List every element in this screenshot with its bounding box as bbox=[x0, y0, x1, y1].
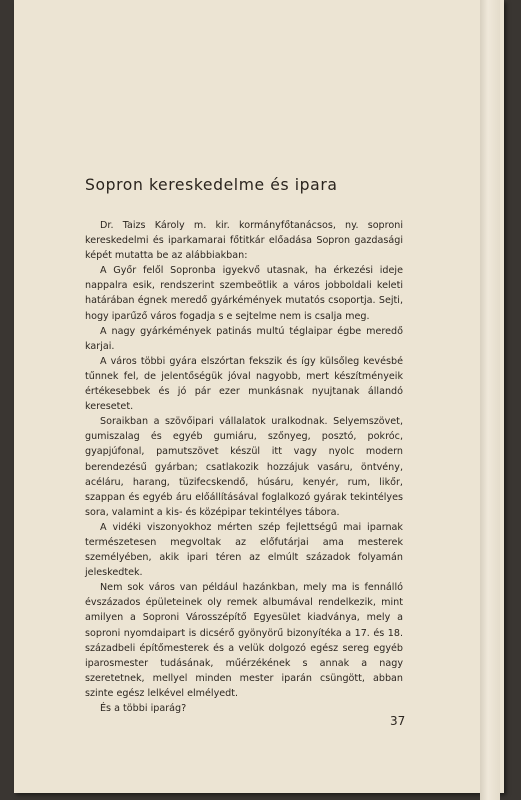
page-title: Sopron kereskedelme és ipara bbox=[85, 176, 338, 194]
paragraph: A nagy gyárkémények patinás multú téglaipar égbe meredő karjai. bbox=[85, 325, 403, 352]
paragraph: Dr. Taizs Károly m. kir. kormányfőtanácsos, ny. soproni kereskedelmi és iparkamarai főtitkár előadása Sopron gazdasági képét mutatta be az alábbiakban: bbox=[85, 220, 403, 262]
paragraph: És a többi iparág? bbox=[100, 703, 187, 714]
paragraph: Soraikban a szövőipari vállalatok uralkodnak. Selyemszövet, gumiszalag és egyéb gumiáru, szőnyeg, posztó, pokróc, gyapjúfonal, pamutszövet készül itt vagy nyolc modern berendezésű gyárban; csatlakozik hozzájuk vasáru, öntvény, acéláru, harang, tüzifecskendő, húsáru, kenyér, rum, likőr, szappan és egyéb áru előállításával foglalkozó gyárak tekintélyes sora, valamint a kis- és középipar tekintélyes tábora. bbox=[85, 416, 403, 518]
body-text bbox=[85, 218, 403, 716]
paragraph: A város többi gyára elszórtan fekszik és így külsőleg kevésbé tűnnek fel, de jelentőségük jóval nagyobb, mert készítményeik értékesebbek és jó pár ezer munkásnak nyujtanak állandó keresetet. bbox=[85, 355, 403, 413]
page-edge-stack bbox=[480, 0, 500, 800]
paragraph: Nem sok város van például hazánkban, mely ma is fennálló évszázados épületeinek oly remek albumával rendelkezik, mint amilyen a Soproni Városszépítő Egyesület kiadványa, mely a soproni nyomdaipart is dicsérő gyönyörű bizonyítéka a 17. és 18. századbeli építőmesterek és a velük dolgozó egész sereg egyéb iparosmester tudásának, műérzékének s annak a nagy szeretetnek, mellyel minden mester iparán csüngött, abban szinte egész lelkével elmélyedt. bbox=[85, 582, 403, 699]
paragraph: A Győr felől Sopronba igyekvő utasnak, ha érkezési ideje nappalra esik, rendszerint szembeötlik a város jobboldali keleti határában égnek meredő gyárkémények mutatós csoportja. Sejti, hogy iparűző város fogadja s e sejtelme nem is csalja meg. bbox=[85, 265, 403, 322]
paragraph: A vidéki viszonyokhoz mérten szép fejlettségű mai iparnak természetesen megvoltak az előfutárjai ama mesterek személyében, akik ipari téren az elmúlt századok folyamán jeleskedtek. bbox=[85, 521, 403, 579]
page-number: 37 bbox=[390, 714, 406, 728]
